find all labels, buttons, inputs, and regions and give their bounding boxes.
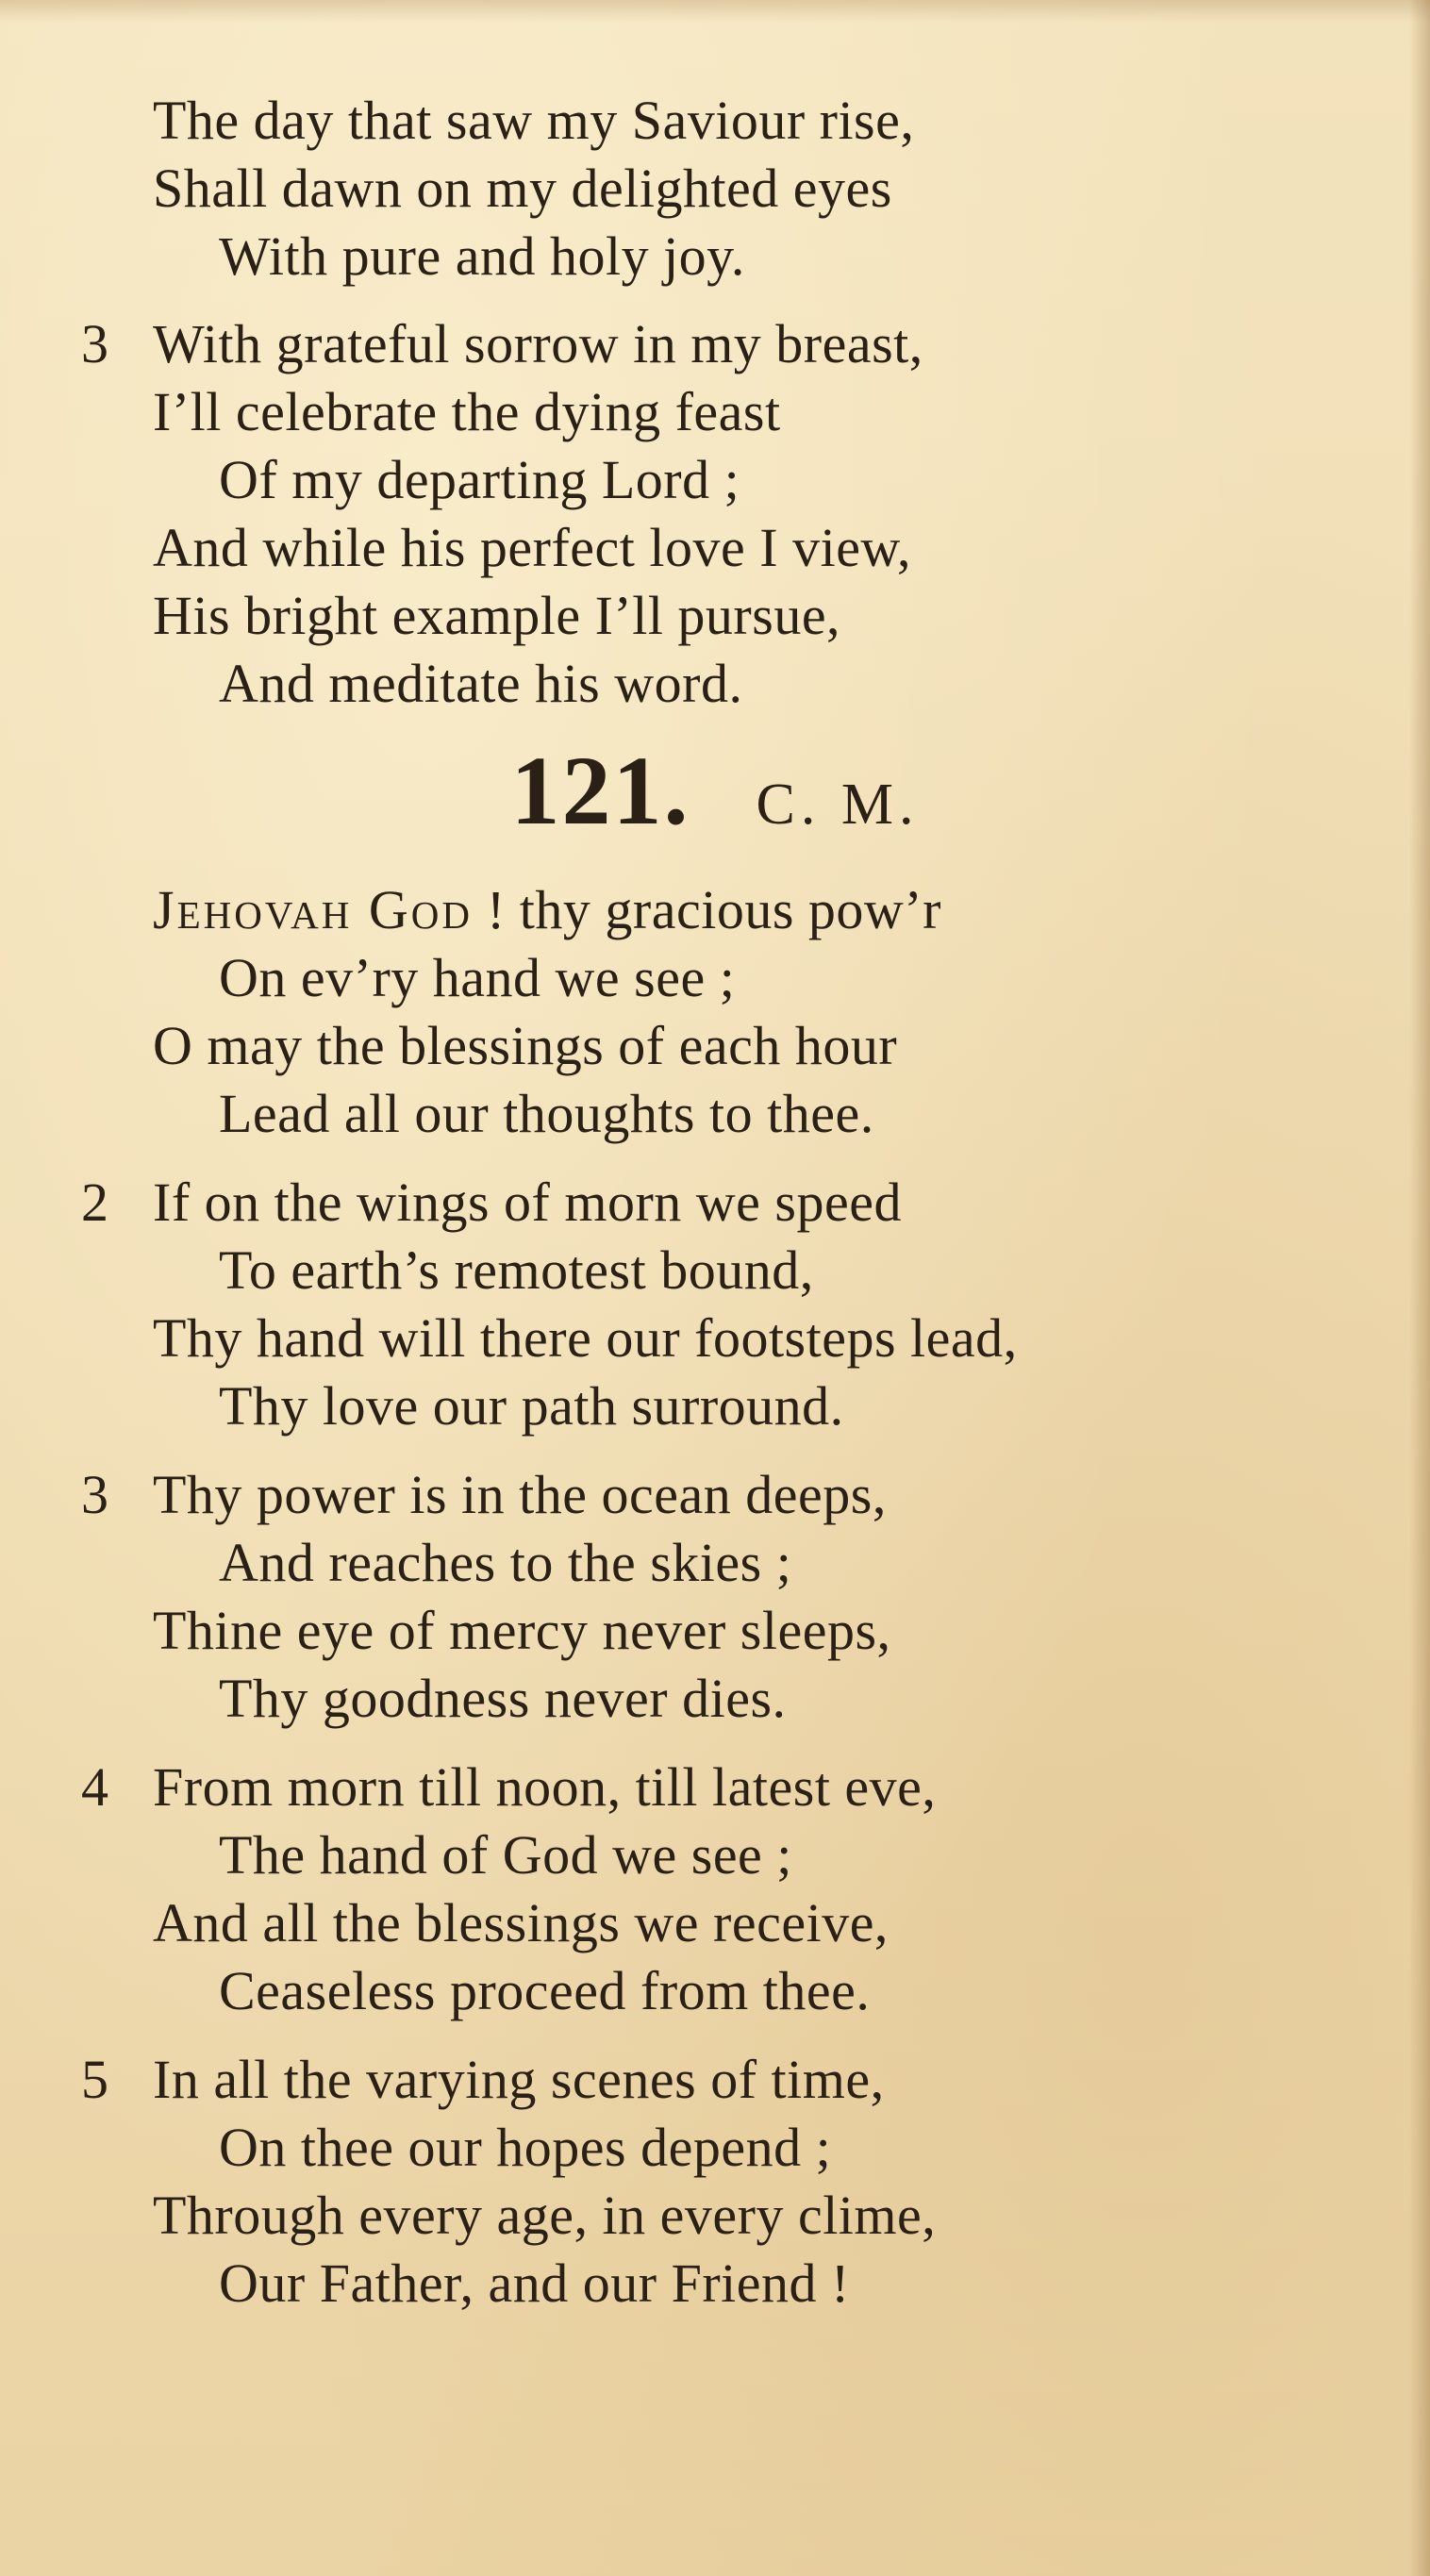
verse-line: Ceaseless proceed from thee. — [219, 1960, 871, 2021]
verse-line: On thee our hopes depend ; — [219, 2117, 832, 2178]
verse-line: To earth’s remotest bound, — [219, 1239, 814, 1301]
verse-line: And all the blessings we receive, — [153, 1892, 889, 1953]
verse-line: If on the wings of morn we speed — [153, 1172, 902, 1233]
verse-line: And reaches to the skies ; — [219, 1532, 792, 1593]
page-top-edge-shadow — [0, 0, 1430, 23]
verse-line: And meditate his word. — [219, 653, 743, 714]
verse-line: With pure and holy joy. — [219, 225, 745, 287]
verse-line: Of my departing Lord ; — [219, 449, 740, 510]
verse-line: Thine eye of mercy never sleeps, — [153, 1600, 891, 1661]
hymn-number: 121. — [510, 737, 690, 845]
stanza-number: 3 — [81, 313, 108, 374]
stanza-number: 4 — [81, 1756, 108, 1818]
verse-line: In all the varying scenes of time, — [153, 2049, 885, 2110]
first-line-rest: ! thy gracious pow’r — [472, 879, 941, 940]
verse-line: And while his perfect love I view, — [153, 517, 912, 578]
verse-line: Thy goodness never dies. — [219, 1668, 787, 1729]
stanza-number: 3 — [81, 1464, 108, 1525]
page-right-edge-shadow — [1409, 0, 1430, 2576]
stanza-number: 2 — [81, 1172, 108, 1233]
verse-line: Thy hand will there our footsteps lead, — [153, 1307, 1018, 1369]
verse-line: Through every age, in every clime, — [153, 2185, 937, 2246]
verse-line: His bright example I’ll pursue, — [153, 585, 841, 646]
verse-line: Shall dawn on my delighted eyes — [153, 158, 892, 219]
verse-line: O may the blessings of each hour — [153, 1015, 898, 1076]
verse-line: Thy power is in the ocean deeps, — [153, 1464, 887, 1525]
hymn-meter: C. M. — [756, 773, 920, 837]
hymn-heading — [0, 730, 1430, 866]
stanza-number: 5 — [81, 2049, 108, 2110]
verse-line: Thy love our path surround. — [219, 1375, 844, 1437]
verse-line: With grateful sorrow in my breast, — [153, 313, 923, 374]
verse-line-first — [153, 877, 941, 943]
verse-line: The day that saw my Saviour rise, — [153, 90, 915, 151]
first-words-small-caps: Jehovah God — [153, 879, 473, 940]
verse-line: I’ll celebrate the dying feast — [153, 381, 781, 442]
verse-line: From morn till noon, till latest eve, — [153, 1756, 937, 1818]
verse-line: Lead all our thoughts to thee. — [219, 1083, 874, 1144]
verse-line: On ev’ry hand we see ; — [219, 947, 736, 1008]
verse-line: The hand of God we see ; — [219, 1824, 792, 1886]
verse-line: Our Father, and our Friend ! — [219, 2252, 850, 2314]
